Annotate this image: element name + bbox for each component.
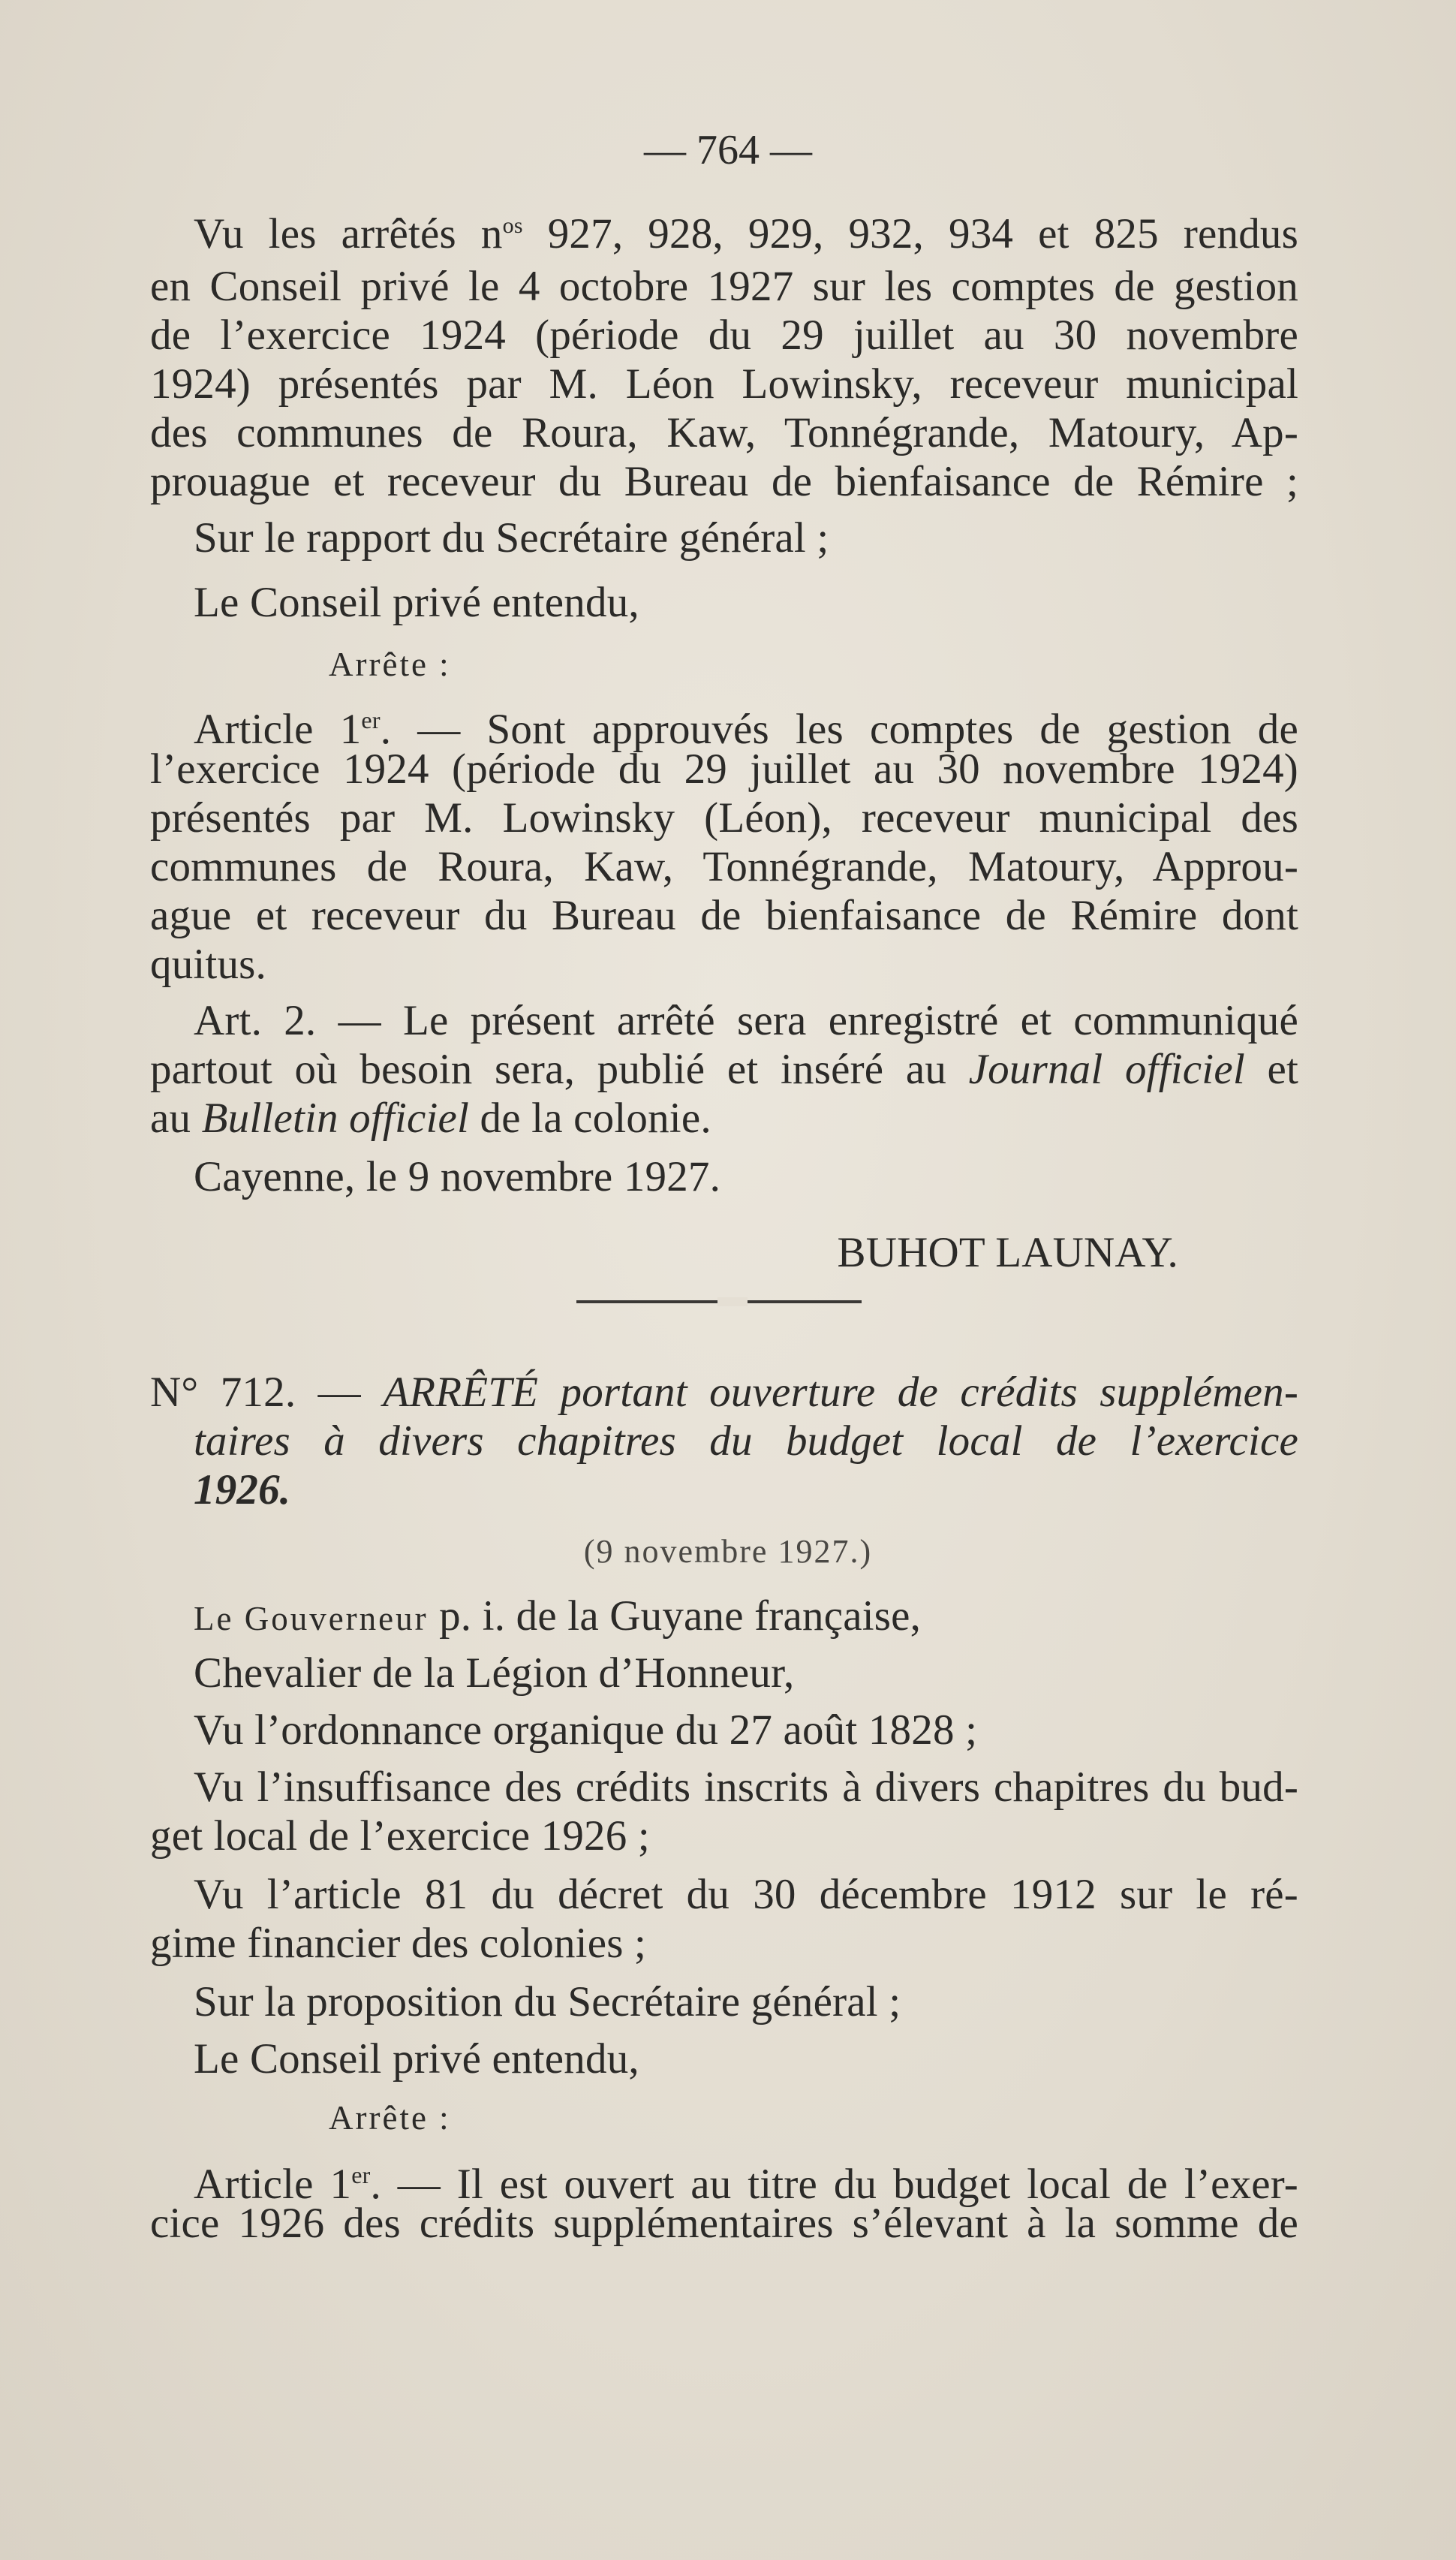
consideration-5: Le Conseil privé entendu, <box>194 2035 639 2083</box>
preamble-line-2: en Conseil privé le 4 octobre 1927 sur les comptes de gestion <box>150 263 1298 310</box>
governor-line: Le Gouverneur p. i. de la Guyane française, <box>194 1592 922 1640</box>
article-2-line-1: Art. 2. — Le présent arrêté sera enregistré et communiqué <box>194 997 1298 1044</box>
consideration-1: Vu l’ordonnance organique du 27 août 1828 ; <box>194 1706 978 1754</box>
decree-712-title-line-3: 1926. <box>194 1466 291 1513</box>
report-line: Sur le rapport du Secrétaire général ; <box>194 514 829 562</box>
decree-712-title-line-2: taires à divers chapitres du budget local de l’exercice <box>194 1417 1298 1465</box>
arrete-heading: Arrête : <box>329 646 451 683</box>
decree-712-article-1-line-1: Article 1er. — Il est ouvert au titre du budget local de l’exer- <box>194 2161 1298 2208</box>
article-1-line-2: l’exercice 1924 (période du 29 juillet au 30 novembre 1924) <box>150 745 1298 793</box>
article-2-line-2: partout où besoin sera, publié et inséré au Journal officiel et <box>150 1046 1298 1093</box>
preamble-line-6: prouague et receveur du Bureau de bienfaisance de Rémire ; <box>150 458 1298 505</box>
separator-rule-gap <box>717 1297 748 1306</box>
consideration-2: Vu l’insuffisance des crédits inscrits à divers chapitres du bud- <box>194 1763 1298 1811</box>
preamble-line-5: des communes de Roura, Kaw, Tonnégrande, Matoury, Ap- <box>150 409 1298 456</box>
article-2-line-3: au Bulletin officiel de la colonie. <box>150 1095 711 1142</box>
consideration-2-cont: get local de l’exercice 1926 ; <box>150 1812 650 1860</box>
signature: BUHOT LAUNAY. <box>837 1229 1178 1276</box>
article-1-line-4: communes de Roura, Kaw, Tonnégrande, Matoury, Approu- <box>150 843 1298 890</box>
consideration-4: Sur la proposition du Secrétaire général ; <box>194 1978 901 2025</box>
decree-712-article-1-line-2: cice 1926 des crédits supplémentaires s’élevant à la somme de <box>150 2200 1298 2247</box>
preamble-line-4: 1924) présentés par M. Léon Lowinsky, receveur municipal <box>150 360 1298 408</box>
council-line: Le Conseil privé entendu, <box>194 579 639 626</box>
arrete-heading-2: Arrête : <box>329 2099 451 2137</box>
preamble-line-1: Vu les arrêtés $n^{os}$ 927, 928, 929, 932, 934 et 825 rendus <box>194 210 1299 258</box>
page-number: — 764 — <box>644 127 812 173</box>
consideration-3-cont: gime financier des colonies ; <box>150 1920 647 1967</box>
decree-712-date: (9 novembre 1927.) <box>583 1533 873 1570</box>
article-1-line-1: Article 1er. — Sont approuvés les comptes de gestion de <box>194 706 1298 753</box>
chevalier-line: Chevalier de la Légion d’Honneur, <box>194 1649 795 1697</box>
place-date: Cayenne, le 9 novembre 1927. <box>194 1153 721 1200</box>
article-1-line-6: quitus. <box>150 941 267 988</box>
decree-712-title-line-1: N° 712. — ARRÊTÉ portant ouverture de crédits supplémen- <box>150 1369 1298 1416</box>
article-1-line-5: ague et receveur du Bureau de bienfaisance de Rémire dont <box>150 892 1298 939</box>
article-1-line-3: présentés par M. Lowinsky (Léon), receveur municipal des <box>150 794 1298 842</box>
preamble-line-3: de l’exercice 1924 (période du 29 juillet au 30 novembre <box>150 312 1298 359</box>
consideration-3: Vu l’article 81 du décret du 30 décembre 1912 sur le ré- <box>194 1871 1298 1918</box>
